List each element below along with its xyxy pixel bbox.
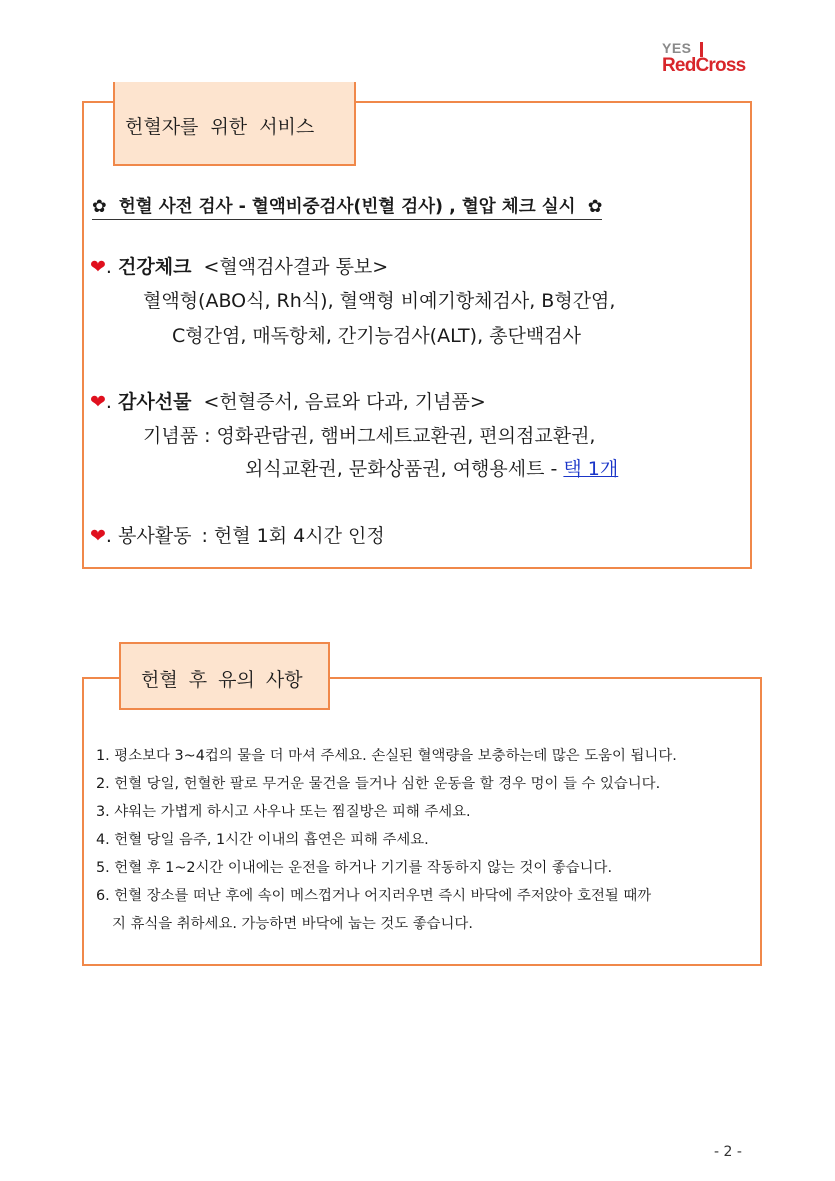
caution-item: 2. 헌혈 당일, 헌혈한 팔로 무거운 물건을 들거나 심한 운동을 할 경우 멍이 들 수 있습니다.: [96, 776, 661, 792]
cautions-title-tab: [119, 642, 330, 710]
cautions-title: 헌혈 후 유의 사항: [141, 669, 303, 691]
volunteer-line: ❤. 봉사활동 : 헌혈 1회 4시간 인정: [90, 525, 385, 547]
gift-line-2: 외식교환권, 문화상품권, 여행용세트 - 택 1개: [245, 458, 619, 480]
caution-item: 1. 평소보다 3~4컵의 물을 더 마셔 주세요. 손실된 혈액량을 보충하는데 많은 도움이 됩니다.: [96, 748, 677, 764]
pre-check-headline: [92, 193, 602, 220]
page-number: - 2 -: [714, 1144, 742, 1160]
health-check-line-1: 혈액형(ABO식, Rh식), 혈액형 비예기항체검사, B형간염,: [143, 290, 616, 312]
heart-icon: ❤: [90, 391, 106, 413]
pick-one-link[interactable]: 택 1개: [563, 458, 619, 480]
logo-yes-text: YES: [662, 40, 692, 56]
health-check-heading: ❤. 건강체크 <혈액검사결과 통보>: [90, 256, 389, 278]
service-title: 헌혈자를 위한 서비스: [125, 116, 315, 138]
caution-item: 5. 헌혈 후 1~2시간 이내에는 운전을 하거나 기기를 작동하지 않는 것이 좋습니다.: [96, 860, 613, 876]
logo-redcross-text: RedCross: [662, 55, 746, 76]
redcross-logo: [660, 40, 760, 80]
service-title-tab: [113, 82, 356, 166]
caution-item: 4. 헌혈 당일 음주, 1시간 이내의 흡연은 피해 주세요.: [96, 832, 429, 848]
caution-item: 3. 샤워는 가볍게 하시고 사우나 또는 찜질방은 피해 주세요.: [96, 804, 471, 820]
gift-heading: ❤. 감사선물 <헌혈증서, 음료와 다과, 기념품>: [90, 391, 486, 413]
caution-item: 6. 헌혈 장소를 떠난 후에 속이 메스껍거나 어지러우면 즉시 바닥에 주저앉아 호전될 때까: [96, 888, 652, 904]
gift-note: <헌혈증서, 음료와 다과, 기념품>: [203, 391, 486, 413]
volunteer-heading: 봉사활동: [118, 525, 192, 547]
flower-icon: ✿: [587, 197, 603, 217]
flower-icon: ✿: [92, 197, 107, 217]
caution-item-continued: 지 휴식을 취하세요. 가능하면 바닥에 눕는 것도 좋습니다.: [112, 916, 473, 932]
volunteer-text: : 헌혈 1회 4시간 인정: [201, 525, 385, 547]
pre-check-text: 헌혈 사전 검사 - 혈액비중검사(빈혈 검사) , 혈압 체크 실시: [118, 197, 576, 217]
health-check-note: <혈액검사결과 통보>: [203, 256, 389, 278]
health-check-line-2: C형간염, 매독항체, 간기능검사(ALT), 총단백검사: [172, 325, 581, 347]
gift-line-1: 기념품 : 영화관람권, 햄버그세트교환권, 편의점교환권,: [143, 425, 596, 447]
heart-icon: ❤: [90, 525, 106, 547]
heart-icon: ❤: [90, 256, 106, 278]
